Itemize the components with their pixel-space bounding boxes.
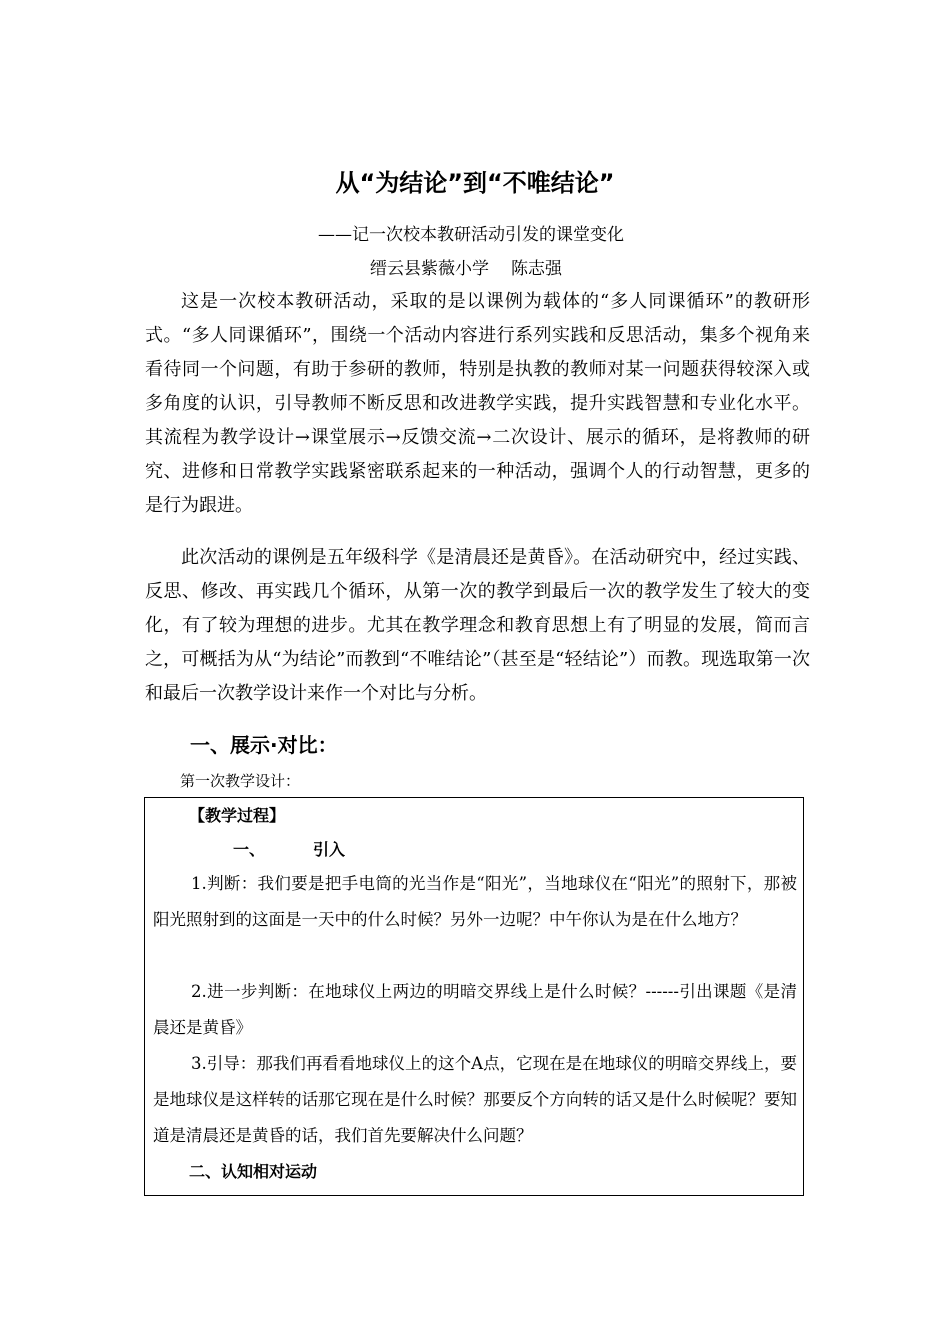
box-subheading-number: 一、 — [233, 840, 266, 859]
box-subheading — [233, 838, 345, 862]
box-subheading-2: 二、认知相对运动 — [189, 1162, 318, 1181]
box-subheading-title: 引入 — [313, 840, 346, 859]
intro-paragraph: 这是一次校本教研活动，采取的是以课例为载体的“多人同课循环”的教研形式。“多人同课循环”，围绕一个活动内容进行系列实践和反思活动，集多个视角来看待同一个问题，有助于参研的教师，特别是执教的教师对某一问题获得较深入或多角度的认识，引导教师不断反思和改进教学实践，提升实践智慧和专业化水平。其流程为教学设计→课堂展示→反馈交流→二次设计、展示的循环，是将教师的研究、进修和日常教学实践紧密联系起来的一种活动，强调个人的行动智慧，更多的是行为跟进。 — [145, 291, 810, 516]
document-title: 从“为结论”到“不唯结论” — [335, 169, 615, 197]
section-heading: 一、展示·对比： — [190, 733, 338, 757]
lesson-step: 3.引导：那我们再看看地球仪上的这个A点，它现在是在地球仪的明暗交界线上，要是地球仪是这样转的话那它现在是什么时候？那要反个方向转的话又是什么时候呢？要知道是清晨还是黄昏的话，我们首先要解决什么问题？ — [153, 1054, 797, 1145]
lesson-step: 2.进一步判断：在地球仪上两边的明暗交界线上是什么时候？------引出课题《是清晨还是黄昏》 — [153, 982, 797, 1037]
lesson-paragraph: 此次活动的课例是五年级科学《是清晨还是黄昏》。在活动研究中，经过实践、反思、修改、再实践几个循环，从第一次的教学到最后一次的教学发生了较大的变化，有了较为理想的进步。尤其在教学理念和教育思想上有了明显的发展，简而言之，可概括为从“为结论”而教到“不唯结论”（甚至是“轻结论”）而教。现选取第一次和最后一次教学设计来作一个对比与分析。 — [145, 547, 810, 704]
author-line — [370, 256, 562, 282]
design-label: 第一次教学设计： — [180, 772, 301, 790]
document-subtitle: ——记一次校本教研活动引发的课堂变化 — [318, 225, 624, 245]
box-heading: 【教学过程】 — [189, 806, 286, 825]
lesson-step: 1.判断：我们要是把手电筒的光当作是“阳光”，当地球仪在“阳光”的照射下，那被阳光照射到的这面是一天中的什么时候？另外一边呢？中午你认为是在什么地方？ — [153, 874, 797, 929]
author-school: 缙云县紫薇小学 — [370, 259, 489, 279]
lesson-plan-box — [144, 797, 804, 1196]
author-name: 陈志强 — [511, 259, 562, 279]
